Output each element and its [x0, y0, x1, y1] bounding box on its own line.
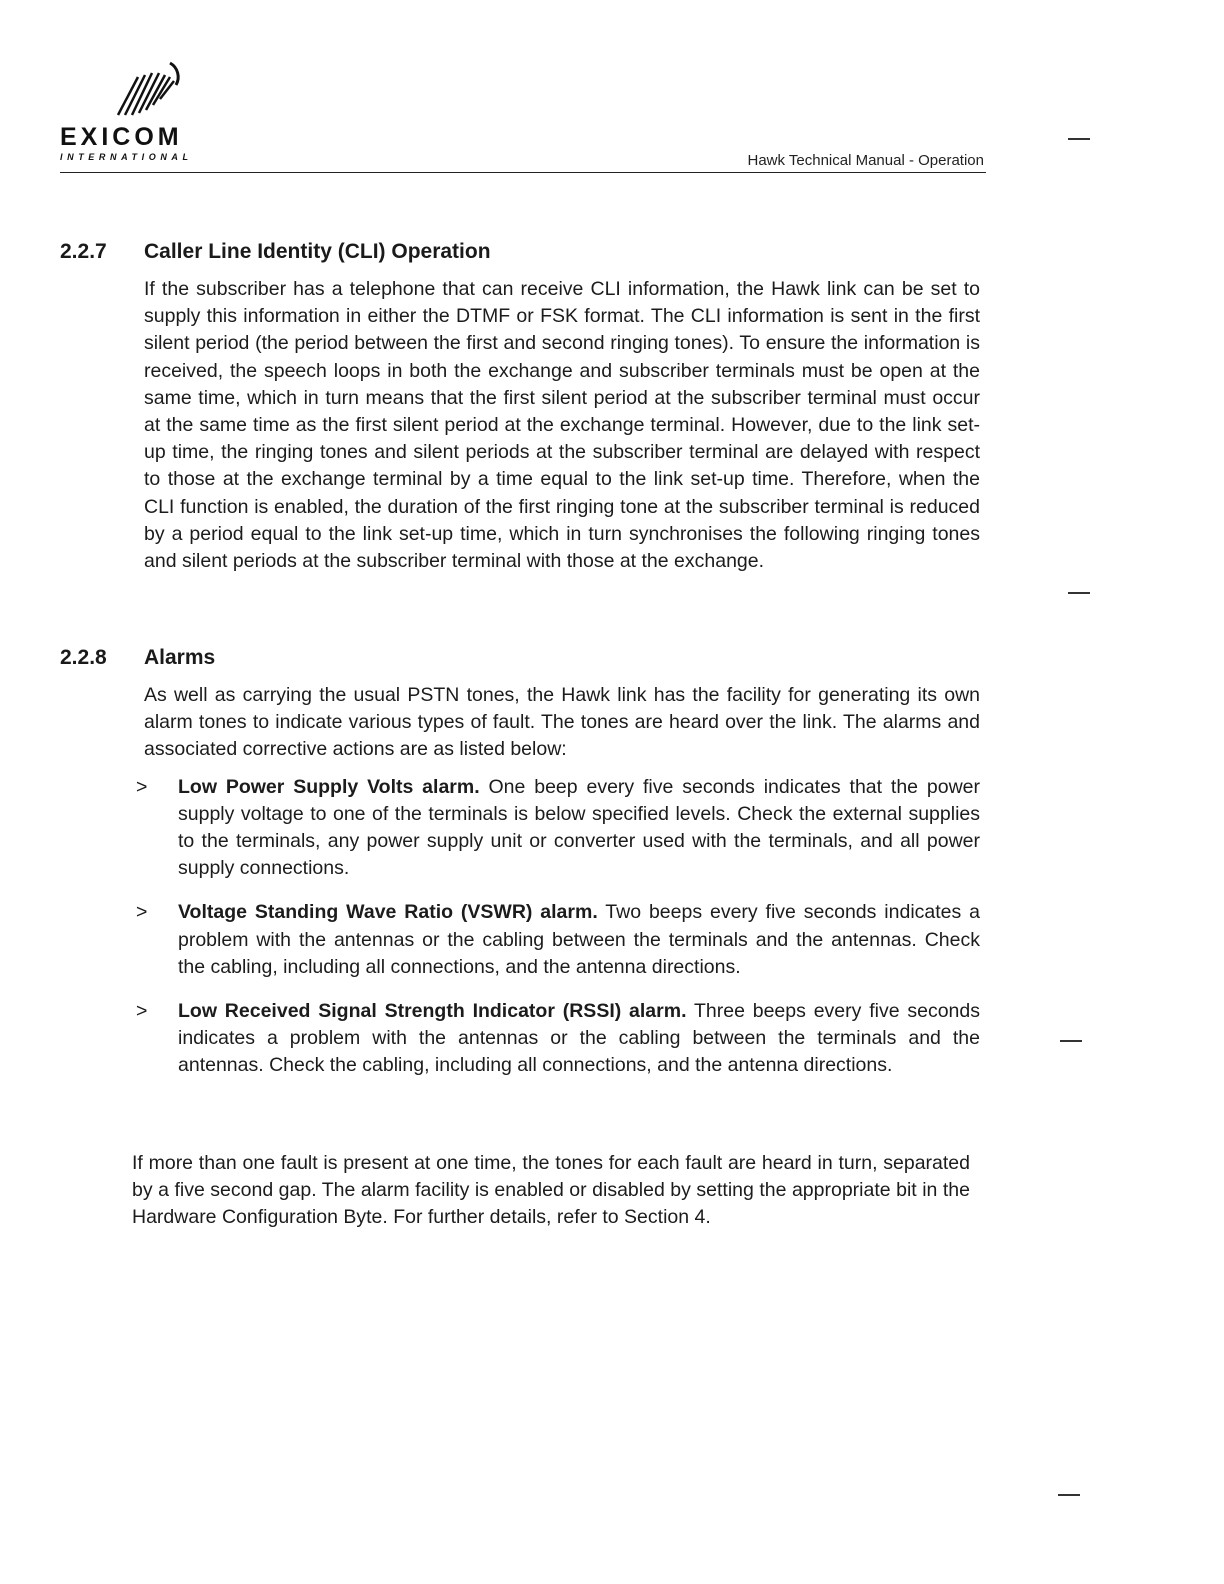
alarm-description: [178, 774, 980, 883]
section-number: 2.2.8: [60, 646, 107, 669]
brand-subtitle: INTERNATIONAL: [60, 152, 193, 162]
margin-mark: [1068, 138, 1090, 140]
alarm-detail: Three beeps every five seconds indicates a problem with the antennas or the cabling between the terminals and the antennas. Check the cabling, including all connections, and the antenna directions.: [178, 1000, 980, 1077]
alarm-detail: One beep every five seconds indicates that the power supply voltage to one of the terminals is below specified levels. Check the external supplies to the terminals, any power supply unit or converter used with the terminals, and all power supply connections.: [178, 775, 980, 880]
section-title: Alarms: [144, 646, 216, 669]
brand-name: EXICOM: [60, 123, 183, 151]
section-alarms: [60, 646, 980, 1097]
header-rule: [60, 172, 986, 173]
alarm-name: Low Received Signal Strength Indicator (RSSI) alarm.: [178, 1000, 687, 1023]
list-item: [136, 899, 980, 981]
section-paragraph: If the subscriber has a telephone that can receive CLI information, the Hawk link can be set to supply this information in either the DTMF or FSK format. The CLI information is sent in the first silent period (the period between the first and second ringing tones). To ensure the information is received, the speech loops in both the exchange and subscriber terminals must be open at the same time, which in turn means that the first silent period at the subscriber terminal must occur at the same time as the first silent period at the exchange terminal. However, due to the link set-up time, the ringing tones and silent periods at the subscriber terminal are delayed with respect to those at the exchange terminal by a time equal to the link set-up time. Therefore, when the CLI function is enabled, the duration of the first ringing tone at the subscriber terminal is reduced by a period equal to the link set-up time, which in turn synchronises the following ringing tones and silent periods at the subscriber terminal with those at the exchange.: [144, 278, 980, 573]
margin-mark: [1058, 1494, 1080, 1496]
alarm-detail: Two beeps every five seconds indicates a problem with the antennas or the cabling between the terminals and the antennas. Check the cabling, including all connections, and the antenna directions.: [178, 901, 980, 978]
margin-mark: [1068, 592, 1090, 594]
bullet-arrow-icon: >: [136, 901, 148, 924]
section-title: Caller Line Identity (CLI) Operation: [144, 240, 491, 263]
alarm-name: Voltage Standing Wave Ratio (VSWR) alarm.: [178, 901, 598, 924]
bullet-arrow-icon: >: [136, 775, 148, 798]
list-item: [136, 774, 980, 883]
section-number: 2.2.7: [60, 240, 107, 263]
alarm-description: [178, 899, 980, 981]
alarm-list: [136, 774, 980, 1080]
section-paragraph: As well as carrying the usual PSTN tones, the Hawk link has the facility for generating its own alarm tones to indicate various types of fault. The tones are heard over the link. The alarms and associated corrective actions are as listed below:: [144, 684, 980, 761]
closing-paragraph: If more than one fault is present at one time, the tones for each fault are heard in turn, separated by a five second gap. The alarm facility is enabled or disabled by setting the appropriate bit in the Hardware Configuration Byte. For further details, refer to Section 4.: [132, 1152, 970, 1229]
margin-mark: [1060, 1040, 1082, 1042]
alarm-name: Low Power Supply Volts alarm.: [178, 775, 480, 798]
exicom-logo-icon: [108, 55, 188, 125]
section-heading: [60, 646, 980, 676]
running-head: Hawk Technical Manual - Operation: [747, 152, 984, 169]
list-item: [136, 998, 980, 1080]
section-heading: [60, 240, 980, 270]
alarm-description: [178, 998, 980, 1080]
bullet-arrow-icon: >: [136, 1000, 148, 1023]
section-cli-operation: [60, 240, 980, 575]
